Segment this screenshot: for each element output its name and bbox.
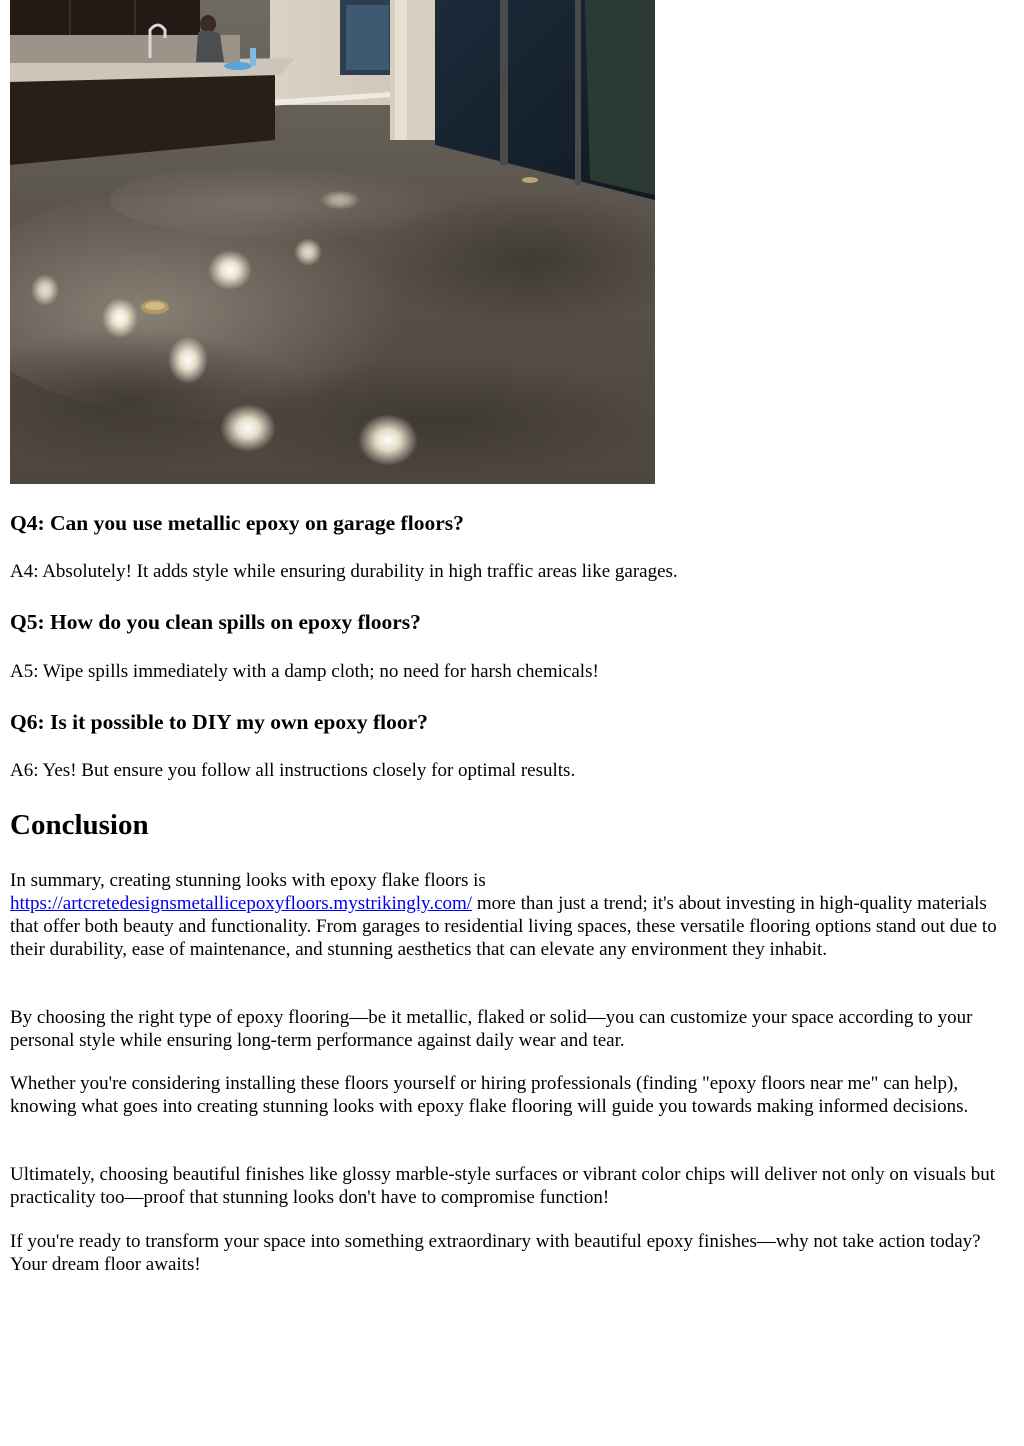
conclusion-paragraph-3: Whether you're considering installing these floors yourself or hiring professionals (finding "epoxy floors near me" can help), knowing what goes into creating stunning looks with epoxy flake flooring will guide you towards making informed decisions. bbox=[10, 1073, 969, 1117]
faq-question-4: Q4: Can you use metallic epoxy on garage floors? bbox=[10, 511, 464, 535]
metallic-epoxy-floor-photo bbox=[10, 0, 655, 484]
faq-answer-5: A5: Wipe spills immediately with a damp cloth; no need for harsh chemicals! bbox=[10, 661, 599, 682]
conclusion-paragraph-1-intro: In summary, creating stunning looks with epoxy flake floors is bbox=[10, 870, 486, 891]
conclusion-paragraph-2: By choosing the right type of epoxy flooring—be it metallic, flaked or solid—you can customize your space according to your personal style while ensuring long-term performance against daily wear and tear. bbox=[10, 1007, 973, 1051]
conclusion-paragraph-4: Ultimately, choosing beautiful finishes like glossy marble-style surfaces or vibrant color chips will deliver not only on visuals but practicality too—proof that stunning looks don't have to compromise function! bbox=[10, 1164, 995, 1208]
faq-question-5: Q5: How do you clean spills on epoxy floors? bbox=[10, 610, 421, 634]
conclusion-paragraph-1 bbox=[10, 869, 1014, 961]
conclusion-heading: Conclusion bbox=[10, 809, 149, 841]
conclusion-paragraph-5: If you're ready to transform your space into something extraordinary with beautiful epoxy finishes—why not take action today? Your dream floor awaits! bbox=[10, 1231, 981, 1275]
faq-question-6: Q6: Is it possible to DIY my own epoxy floor? bbox=[10, 710, 428, 734]
conclusion-paragraph-1-rest: more than just a trend; it's about investing in high-quality materials that offer both beauty and functionality. From garages to residential living spaces, these versatile flooring options stand out due to their durability, ease of maintenance, and stunning aesthetics that can elevate any environment they inhabit. bbox=[10, 893, 997, 960]
faq-answer-6: A6: Yes! But ensure you follow all instructions closely for optimal results. bbox=[10, 760, 576, 781]
article-body bbox=[10, 0, 1014, 1275]
epoxy-floors-link[interactable]: https://artcretedesignsmetallicepoxyfloors.mystrikingly.com/ bbox=[10, 893, 473, 914]
faq-answer-4: A4: Absolutely! It adds style while ensuring durability in high traffic areas like garages. bbox=[10, 561, 678, 582]
